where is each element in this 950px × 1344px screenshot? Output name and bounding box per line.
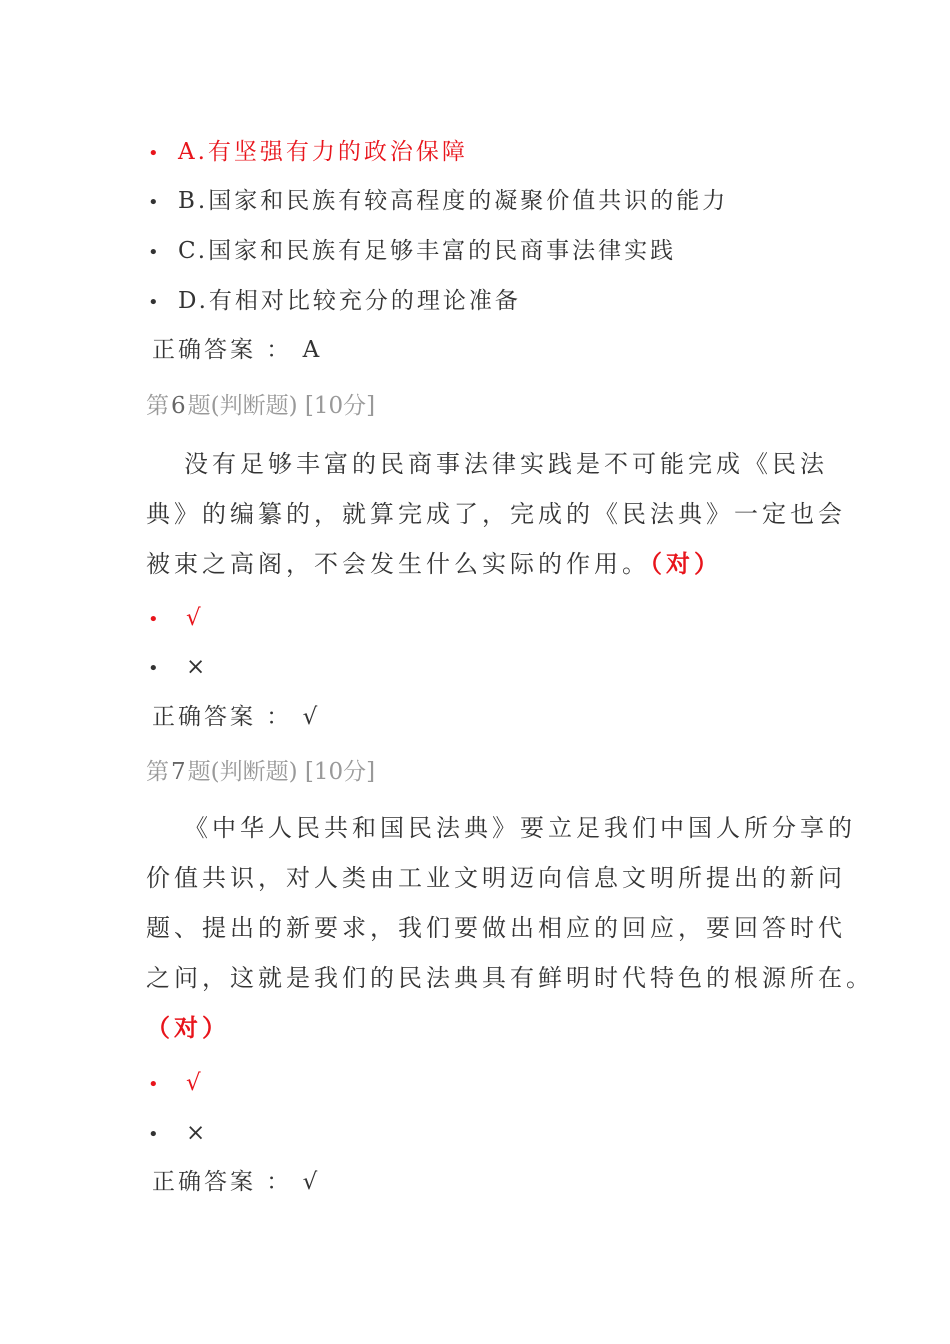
option-label: C.国家和民族有足够丰富的民商事法律实践 [178, 238, 677, 264]
check-icon: √ [186, 1070, 204, 1096]
option-label: A.有坚强有力的政治保障 [178, 139, 468, 165]
q7-option-false[interactable] [148, 1113, 226, 1153]
q6-verdict: （对） [650, 549, 722, 578]
q7-stem-line: 题、提出的新要求，我们要做出相应的回应，要回答时代 [146, 914, 846, 942]
bullet-icon: • [148, 292, 159, 313]
q6-number: 6 [171, 393, 186, 419]
option-label: B.国家和民族有较高程度的凝聚价值共识的能力 [178, 188, 729, 214]
q5-option-c[interactable] [148, 231, 676, 271]
q6-stem-text: 被束之高阁，不会发生什么实际的作用。 [146, 550, 650, 578]
q5-correct-answer: 正确答案 ： A [152, 337, 323, 363]
q7-stem-line: 《中华人民共和国民法典》要立足我们中国人所分享的 [184, 814, 856, 842]
check-icon: √ [186, 605, 204, 631]
bullet-icon: • [148, 143, 159, 164]
q5-option-d[interactable] [148, 281, 521, 321]
q6-stem-line: 典》的编纂的，就算完成了，完成的《民法典》一定也会 [146, 500, 846, 528]
q5-option-b[interactable] [148, 181, 728, 221]
bullet-icon: • [148, 1124, 159, 1145]
q6-header-suffix: 题(判断题) [10分] [187, 393, 376, 419]
q6-correct-answer: 正确答案 ： √ [152, 704, 321, 730]
q7-number: 7 [171, 759, 186, 785]
q6-header-prefix: 第 [146, 393, 169, 419]
cross-icon: × [186, 1120, 209, 1146]
q7-header-prefix: 第 [146, 759, 169, 785]
q6-stem-line-last [146, 539, 806, 589]
bullet-icon: • [148, 1074, 159, 1095]
q7-header-suffix: 题(判断题) [10分] [187, 759, 376, 785]
q7-stem [146, 803, 874, 1053]
q7-correct-answer: 正确答案 ： √ [152, 1169, 321, 1195]
q7-stem-line: 价值共识，对人类由工业文明迈向信息文明所提出的新问 [146, 864, 846, 892]
q5-option-a[interactable] [148, 132, 468, 172]
q7-option-true[interactable] [148, 1063, 226, 1103]
q6-stem-line: 没有足够丰富的民商事法律实践是不可能完成《民法 [184, 450, 828, 478]
q7-verdict: （对） [146, 1013, 230, 1042]
bullet-icon: • [148, 658, 159, 679]
q6-option-false[interactable] [148, 647, 226, 687]
option-label: D.有相对比较充分的理论准备 [178, 288, 521, 314]
cross-icon: × [186, 654, 209, 680]
q6-header [146, 386, 375, 426]
bullet-icon: • [148, 192, 159, 213]
q7-header [146, 752, 375, 792]
q7-stem-line: 之问，这就是我们的民法典具有鲜明时代特色的根源所在。 [146, 964, 874, 992]
bullet-icon: • [148, 242, 159, 263]
q6-stem [146, 439, 846, 589]
bullet-icon: • [148, 609, 159, 630]
q6-option-true[interactable] [148, 598, 226, 638]
